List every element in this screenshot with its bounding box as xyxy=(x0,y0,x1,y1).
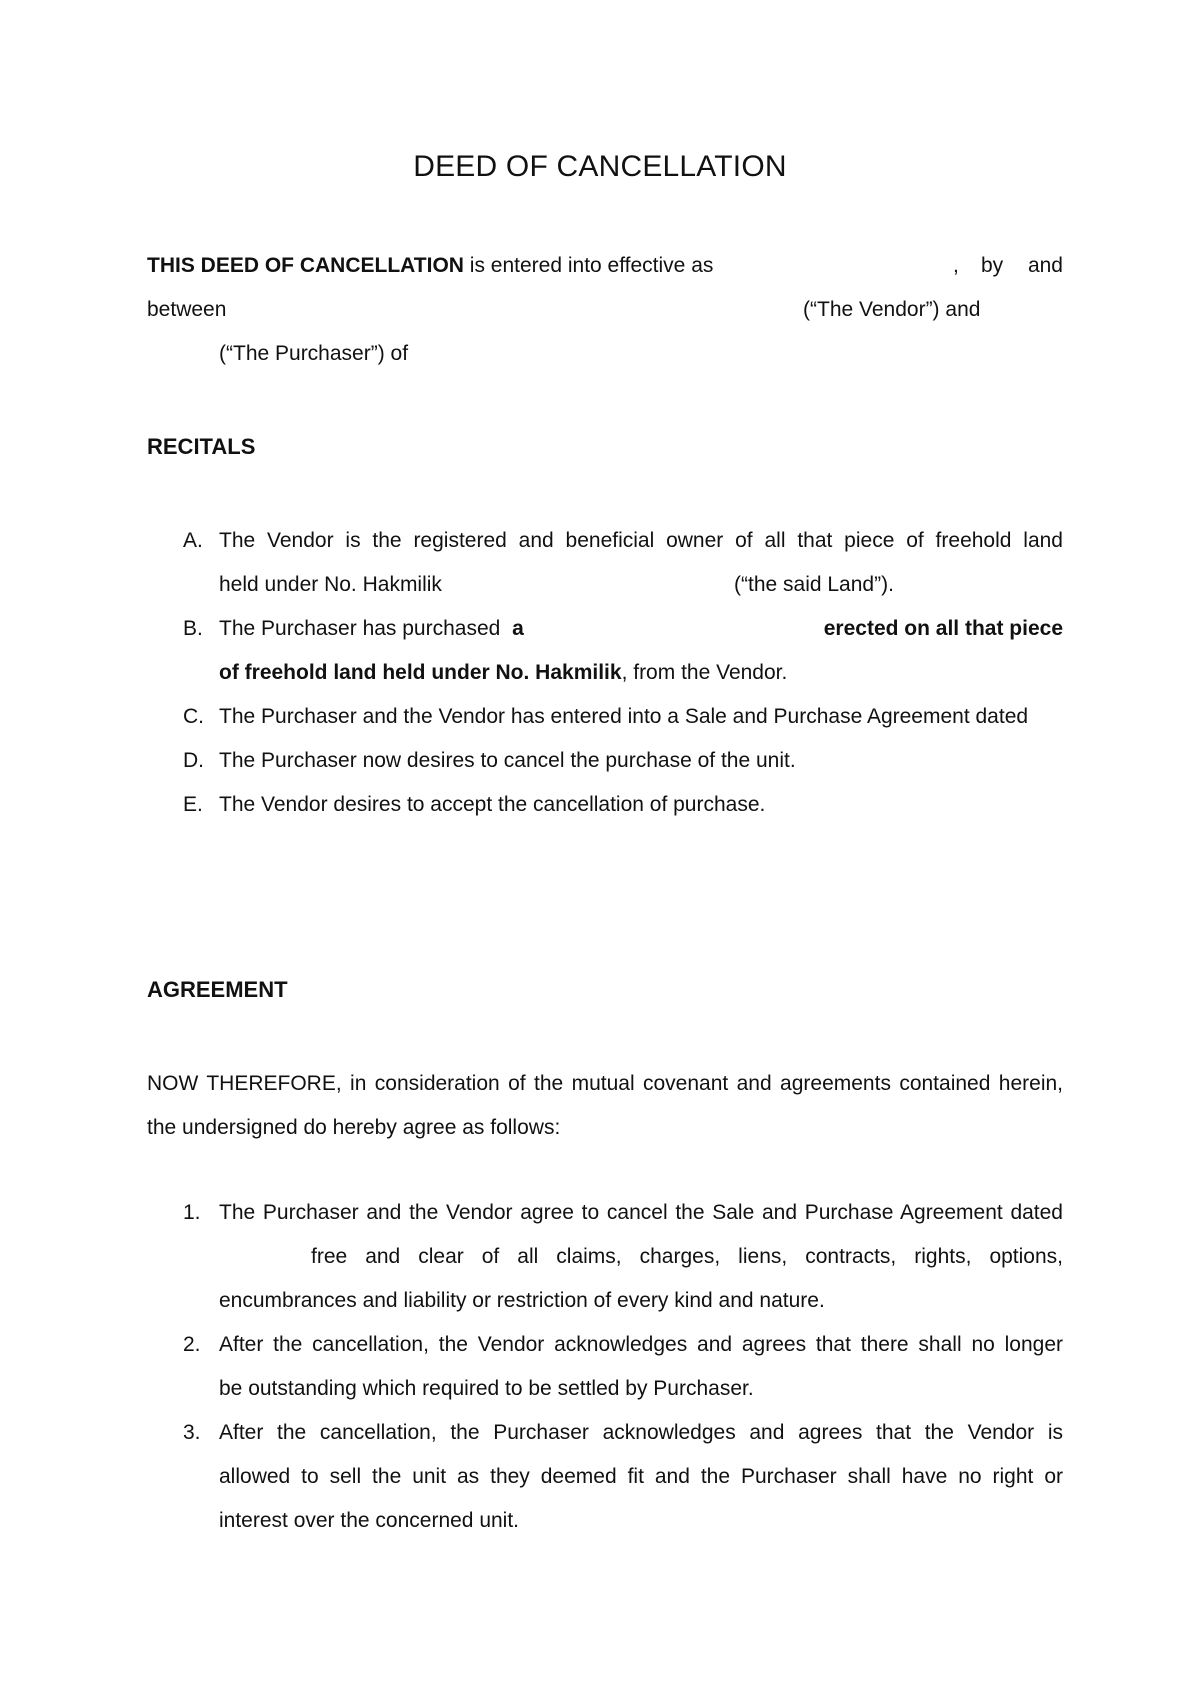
document-title: DEED OF CANCELLATION xyxy=(413,150,787,183)
recital-a-marker: A. xyxy=(183,529,203,552)
agreement-item-1-line-3: encumbrances and liability or restriction of every kind and nature. xyxy=(219,1289,825,1312)
intro-purchaser-tag: (“The Purchaser”) of xyxy=(219,342,409,365)
agreement-item-3-line-2-text: allowed to sell the unit as they deemed fit and the Purchaser shall have no right or xyxy=(219,1465,1063,1488)
agreement-item-1-marker: 1. xyxy=(183,1201,201,1224)
agreement-item-3-line-1 xyxy=(219,1411,1063,1455)
intro-line-2 xyxy=(147,288,1063,332)
agreement-item-2 xyxy=(147,1323,1063,1411)
intro-and: and xyxy=(1027,254,1063,277)
recital-a-line-2-right: (“the said Land”). xyxy=(734,573,894,596)
intro-lead-rest: is entered into effective as xyxy=(463,254,714,277)
intro-vendor-tag: (“The Vendor”) and xyxy=(803,298,981,321)
agreement-item-3 xyxy=(147,1411,1063,1543)
intro-lead-bold: THIS DEED OF CANCELLATION xyxy=(147,254,464,277)
intro-comma: , xyxy=(953,254,959,277)
agreement-heading: AGREEMENT xyxy=(147,977,288,1002)
agreement-item-1-line-1 xyxy=(219,1191,1063,1235)
agreement-item-3-line-2 xyxy=(219,1455,1063,1499)
intro-by: by xyxy=(981,254,1004,277)
recital-b-line-1 xyxy=(219,607,1063,651)
intro-between: between xyxy=(147,298,227,321)
recital-b-line-2-rest: , from the Vendor. xyxy=(621,661,788,684)
agreement-item-3-line-3: interest over the concerned unit. xyxy=(219,1509,520,1532)
agreement-item-2-line-2: be outstanding which required to be settled by Purchaser. xyxy=(219,1377,754,1400)
preamble-line-2: the undersigned do hereby agree as follows: xyxy=(147,1116,561,1139)
recital-e-text: The Vendor desires to accept the cancellation of purchase. xyxy=(219,793,766,816)
agreement-item-2-line-1-text: After the cancellation, the Vendor acknowledges and agrees that there shall no longer xyxy=(219,1333,1063,1356)
recital-b-marker: B. xyxy=(183,617,203,640)
recital-d xyxy=(147,739,1063,783)
agreement-item-1 xyxy=(147,1191,1063,1323)
recital-a-line-1-text: The Vendor is the registered and beneficial owner of all that piece of freehold land xyxy=(219,529,1063,552)
agreement-item-3-line-1-text: After the cancellation, the Purchaser acknowledges and agrees that the Vendor is xyxy=(219,1421,1063,1444)
recitals-heading: RECITALS xyxy=(147,434,256,459)
intro-paragraph xyxy=(147,244,1063,376)
recital-c-text: The Purchaser and the Vendor has entered into a Sale and Purchase Agreement dated xyxy=(219,705,1029,728)
recital-e xyxy=(147,783,1063,827)
agreement-item-1-line-2 xyxy=(219,1235,1063,1279)
agreement-item-1-line-2-text: free and clear of all claims, charges, liens, contracts, rights, options, xyxy=(311,1245,1063,1268)
recital-d-marker: D. xyxy=(183,749,204,772)
recitals-list xyxy=(147,519,1063,827)
recital-a xyxy=(147,519,1063,607)
recital-b-line-1-bold-right: erected on all that piece xyxy=(823,617,1063,640)
recital-c xyxy=(147,695,1063,739)
recital-b-line-1-left: The Purchaser has purchased xyxy=(219,617,501,640)
agreement-item-2-line-1 xyxy=(219,1323,1063,1367)
recital-a-line-2-left: held under No. Hakmilik xyxy=(219,573,442,596)
preamble-line-1 xyxy=(147,1062,1063,1106)
recital-c-marker: C. xyxy=(183,705,204,728)
recital-b-line-2-bold: of freehold land held under No. Hakmilik xyxy=(219,661,622,684)
recital-e-marker: E. xyxy=(183,793,203,816)
recital-b-line-2 xyxy=(219,651,1063,695)
agreement-item-3-marker: 3. xyxy=(183,1421,201,1444)
intro-line-3 xyxy=(147,332,1063,376)
preamble-line-1-text: NOW THEREFORE, in consideration of the mutual covenant and agreements contained herein, xyxy=(147,1072,1063,1095)
recital-a-line-1 xyxy=(219,519,1063,563)
agreement-preamble xyxy=(147,1062,1063,1150)
intro-line-1 xyxy=(147,244,1063,288)
agreement-item-1-line-1-text: The Purchaser and the Vendor agree to cancel the Sale and Purchase Agreement dated xyxy=(219,1201,1063,1224)
recital-b-line-1-bold-a: a xyxy=(512,617,524,640)
recital-b xyxy=(147,607,1063,695)
agreement-item-2-marker: 2. xyxy=(183,1333,201,1356)
agreement-list xyxy=(147,1191,1063,1543)
recital-a-line-2 xyxy=(219,563,1063,607)
recital-d-text: The Purchaser now desires to cancel the purchase of the unit. xyxy=(219,749,796,772)
